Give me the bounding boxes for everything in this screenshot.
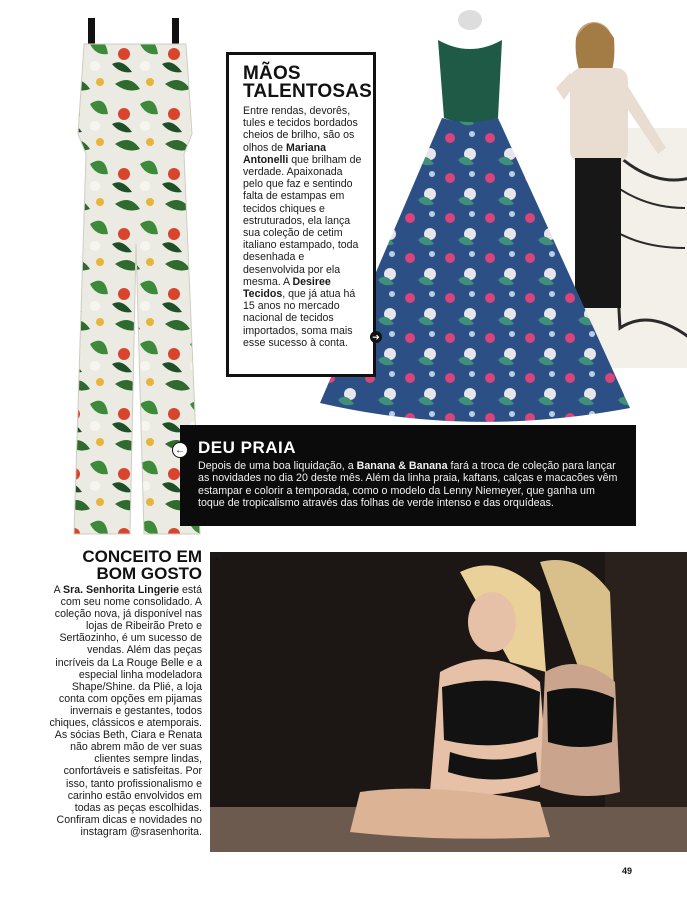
arrow-left-icon: ← xyxy=(172,442,188,458)
talentosas-text-b: que brilham de verdade. Apaixonada pelo que faz e sentindo falta de estampas em tecidos chiques e estruturados, ela lança sua coleção de cetim italiano estampado, toda desenhada e desenvolvida por ela mesma. A xyxy=(243,153,362,288)
arrow-right-icon: ➔ xyxy=(370,331,382,343)
talentosas-title xyxy=(243,63,373,102)
talentosas-title-line1: MÃOS xyxy=(243,63,301,84)
conceito-title xyxy=(58,548,202,582)
conceito-title-line1: CONCEITO EM xyxy=(82,547,202,566)
conceito-brand: Sra. Senhorita Lingerie xyxy=(63,584,180,596)
conceito-title-line2: BOM GOSTO xyxy=(96,564,202,583)
talentosas-title-line2: TALENTOSAS xyxy=(243,81,373,102)
praia-brand: Banana & Banana xyxy=(356,460,448,472)
praia-box xyxy=(180,425,636,526)
talentosas-text-c: , que já atua há 15 anos no mercado nacional de tecidos importados, soma mais esse sucesso à conta. xyxy=(243,288,356,349)
praia-text-a: Depois de uma boa liquidação, a xyxy=(198,460,357,472)
talentosas-box xyxy=(226,52,376,377)
praia-text xyxy=(198,460,622,510)
conceito-text xyxy=(48,584,202,838)
praia-text-b: fará a troca de coleção para lançar as novidades no dia 20 deste mês. Além da linha praia, kaftans, calças e macacões vêm estampar e colorir a temporada, como o modelo da Lenny Niemeyer, que ganha um toque de tropicalismo através das folhas de verde intenso e das orquídeas. xyxy=(198,460,618,510)
arrow-right-conceito-icon: → xyxy=(210,553,220,564)
conceito-text-b: está com seu nome consolidado. A coleção nova, já disponível nas lojas de Ribeirão Preto e Sertãozinho, é um sucesso de vendas. Além das peças incríveis da La Rouge Belle e a especial linha modeladora Shape/Shine. da Plié, a loja conta com opções em pijamas invernais e gestantes, todos chiques, clássicos e atemporais. As sócias Beth, Ciara e Renata não abrem mão de ver suas clientes sempre lindas, confortáveis e satisfeitas. Por isso, tanto profissionalismo e carinho estão envolvidos em todas as peças escolhidas. Confiram dicas e novidades no instagram @srasenhorita. xyxy=(49,584,202,838)
lingerie-photo xyxy=(210,552,687,852)
talentosas-name-desiree: Desiree Tecidos xyxy=(243,275,331,301)
page-number: 49 xyxy=(622,866,633,876)
conceito-text-a: A xyxy=(53,584,64,596)
praia-title: DEU PRAIA xyxy=(198,438,297,457)
talentosas-text-a: Entre rendas, devorês, tules e tecidos bordados cheios de brilho, são os olhos de xyxy=(243,105,358,154)
talentosas-text xyxy=(243,105,363,349)
talentosas-name-mariana: Mariana Antonelli xyxy=(243,141,327,166)
